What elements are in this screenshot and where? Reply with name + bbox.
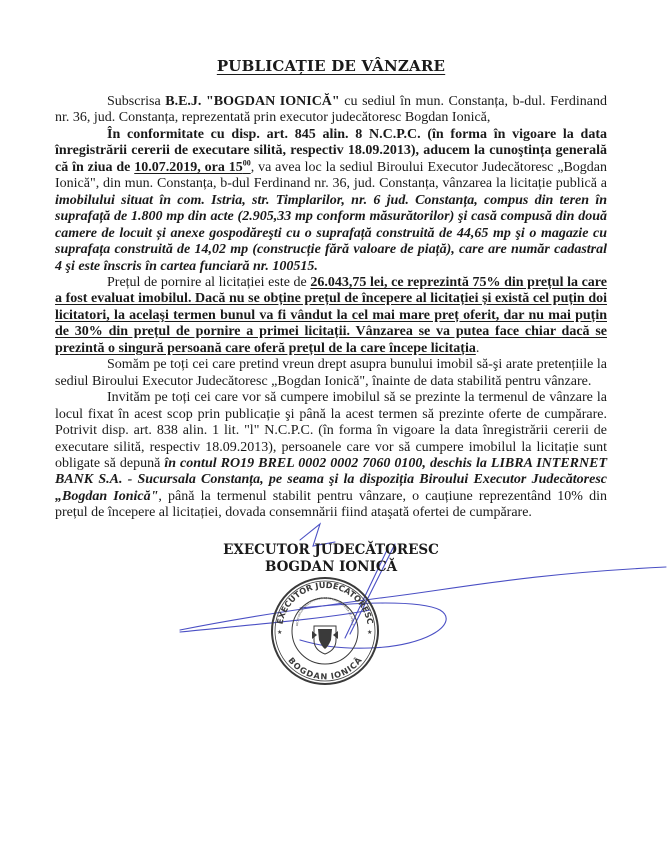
document-page	[55, 0, 607, 692]
stamp-top-text: EXECUTOR JUDECĂTORESC	[274, 579, 376, 625]
signature-name: BOGDAN IONICĂ	[264, 558, 398, 575]
paragraph-intro: Subscrisa B.E.J. "BOGDAN IONICĂ" cu sediul în mun. Constanța, b-dul. Ferdinand nr. 36, jud. Constanța, reprezentată prin executor judecătoresc Bogdan Ionică,	[55, 94, 607, 126]
bailiff-office-name: B.E.J. "BOGDAN IONICĂ"	[165, 94, 340, 109]
paragraph-claims: Somăm pe toți cei care pretind vreun drept asupra bunului imobil să-şi arate pretențiile la sediul Biroului Executor Judecătoresc „Bogdan Ionică", înainte de data stabilită pentru vânzare.	[55, 357, 607, 389]
signature-title: EXECUTOR JUDECĂTORESC	[223, 541, 439, 558]
document-body	[55, 94, 607, 522]
starting-price-terms: 26.043,75 lei, ce reprezintă 75% din prețul la care a fost evaluat imobilul. Dacă nu se obține prețul de începere al licitației și există cel puțin doi licitatori, la acelaşi termen bunul va fi vândut la cel mai mare preț oferit, dar nu mai puțin de 30% din prețul de pornire a primei licitații. Vânzarea se va putea face chiar dacă se prezintă o singură persoană care oferă prețul de la care începe licitația	[55, 274, 607, 356]
property-description: imobilului situat în com. Istria, str. Timplarilor, nr. 6 jud. Constanța, compus din teren în suprafață de 1.800 mp din acte (2.905,33 mp conform măsurătorilor) şi casă compusă din două camere de locuit și anexe gospodăreşti cu o suprafață construită de 44,65 mp şi o magazie cu suprafața construită de 14,02 mp (construcție fără valoare de piață), care are număr cadastral 4 şi este înscris în cartea funciară nr. 100515.	[55, 192, 607, 274]
stamp-star-right-icon: ★	[367, 629, 373, 636]
auction-date: 10.07.2019, ora $15^{00}$	[134, 158, 251, 175]
paragraph-auction-notice: În conformitate cu disp. art. 845 alin. 8 N.C.P.C. (în forma în vigoare la data înregistrării cererii de executare silită, respectiv 18.09.2013), aducem la cunoştința generală că în ziua de 10.07.2019, ora $15^{00}$, va avea loc la sediul Biroului Executor Judecătoresc „Bogdan Ionică", din mun. Constanța, b-dul Ferdinand nr. 36, jud. Constanța, vânzarea la licitație publică a imobilului situat în com. Istria, str. Timplarilor, nr. 6 jud. Constanța, compus din teren în suprafață de 1.800 mp din acte (2.905,33 mp conform măsurătorilor) şi casă compusă din două camere de locuit și anexe gospodăreşti cu o suprafață construită de 44,65 mp şi o magazie cu suprafața construită de 14,02 mp (construcție fără valoare de piață), care are număr cadastral 4 şi este înscris în cartea funciară nr. 100515.	[55, 126, 607, 274]
coat-of-arms-icon	[312, 626, 338, 654]
bank-account-details: în contul RO19 BREL 0002 0002 7060 0100, deschis la LIBRA INTERNET BANK S.A. - Sucursala Constanța, pe seama şi la dispoziția Biroului Executor Judecătoresc „Bogdan Ionică"	[55, 455, 607, 504]
paragraph-starting-price: Prețul de pornire al licitației este de 26.043,75 lei, ce reprezintă 75% din prețul la care a fost evaluat imobilul. Dacă nu se obține prețul de începere al licitației și există cel puțin doi licitatori, la acelaşi termen bunul va fi vândut la cel mai mare preț oferit, dar nu mai puțin de 30% din prețul de pornire a primei licitații. Vânzarea se va putea face chiar dacă se prezintă o singură persoană care oferă prețul de la care începe licitația.	[55, 274, 607, 356]
signature-area	[55, 542, 607, 692]
signature-block	[55, 542, 607, 576]
document-title: PUBLICAȚIE DE VÂNZARE	[216, 57, 446, 75]
stamp-bottom-text: BOGDAN IONICĂ	[286, 655, 364, 682]
stamp-inner-text: XECUTORILOR JUDECĂTOREȘTI DE PE LÂNGĂ CURTEA DE APEL C	[295, 596, 355, 627]
official-stamp-icon	[270, 576, 380, 686]
stamp-star-left-icon: ★	[277, 629, 283, 636]
paragraph-bidders: Invităm pe toți cei care vor să cumpere imobilul să se prezinte la termenul de vânzare la locul fixat în acest scop prin publicație şi până la acest termen să prezinte oferte de cumpărare. Potrivit disp. art. 838 alin. 1 lit. "l" N.C.P.C. (în forma în vigoare la data înregistrării cererii de executare silită, respectiv 18.09.2013), persoanele care vor să cumpere imobilul la licitație sunt obligate să depună în contul RO19 BREL 0002 0002 7060 0100, deschis la LIBRA INTERNET BANK S.A. - Sucursala Constanța, pe seama şi la dispoziția Biroului Executor Judecătoresc „Bogdan Ionică", până la termenul stabilit pentru vânzare, o cauțiune reprezentând 10% din prețul de începere al licitației, dovada consemnării fiind ataşată ofertei de cumpărare.	[55, 390, 607, 521]
